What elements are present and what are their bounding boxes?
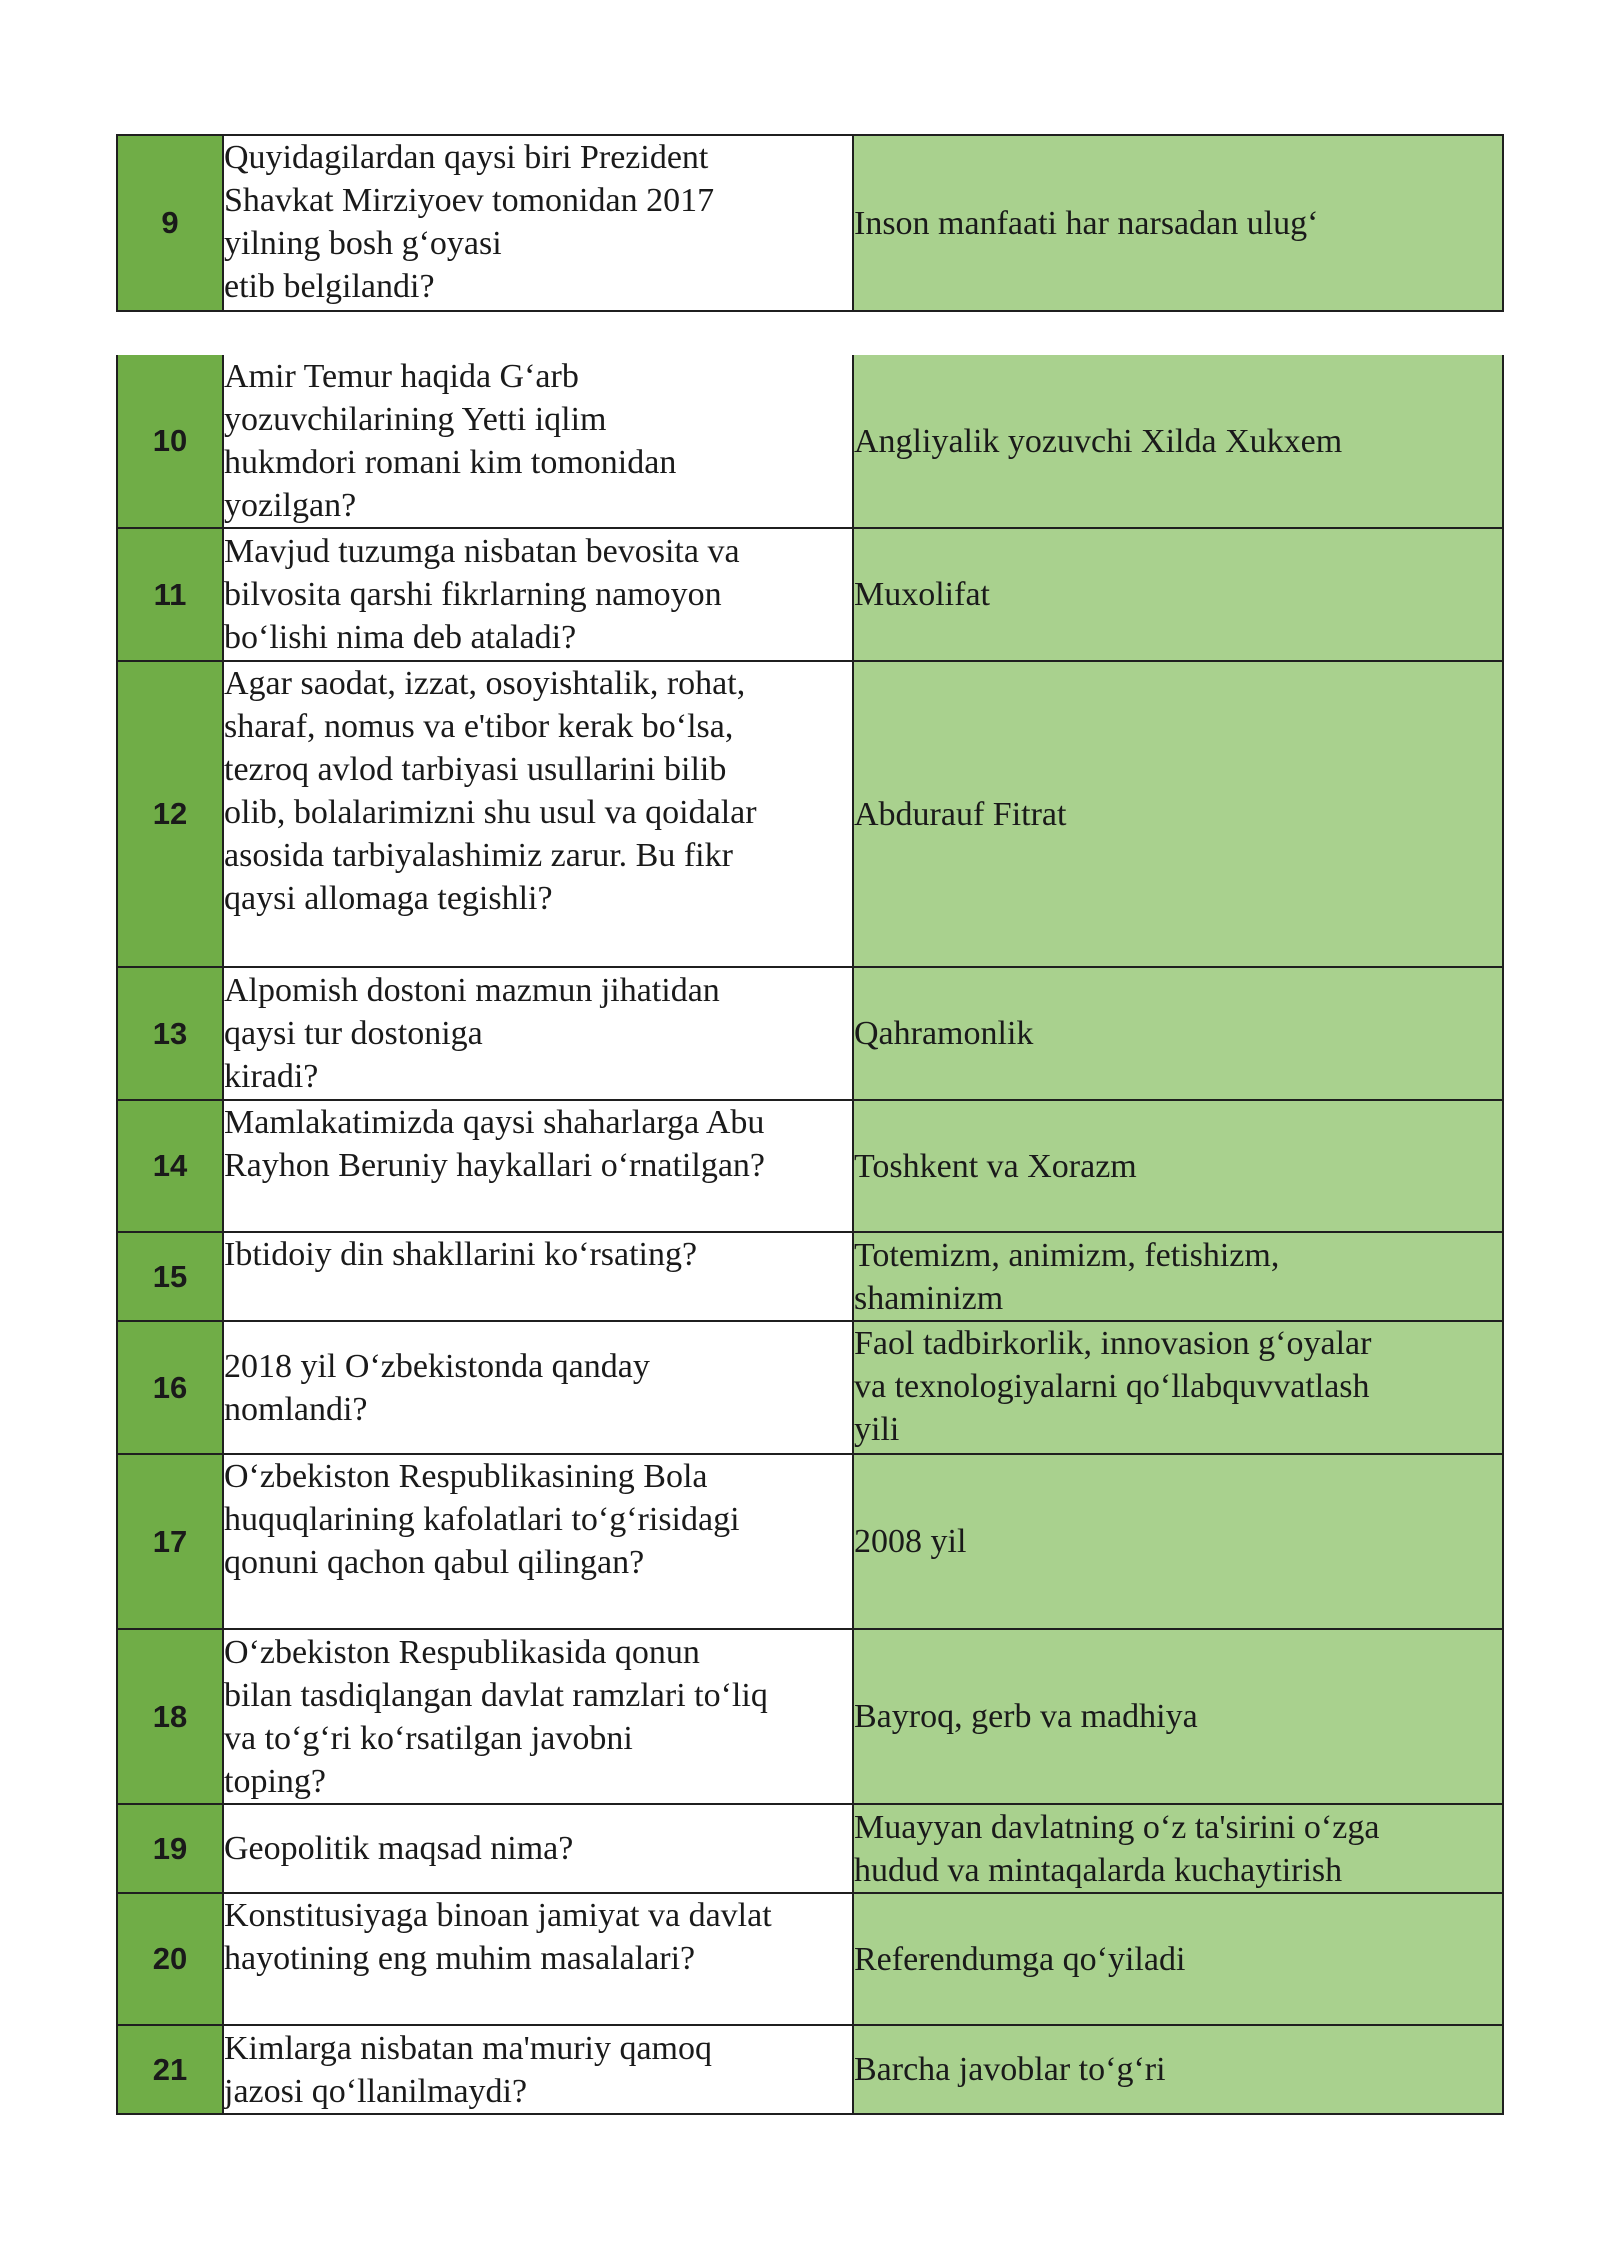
table-row	[117, 1232, 1503, 1321]
question-number: 12	[117, 661, 223, 967]
table-row	[117, 661, 1503, 967]
table-row	[117, 1629, 1503, 1804]
answer-text: Qahramonlik	[853, 967, 1503, 1100]
answer-text: Faol tadbirkorlik, innovasion g‘oyalar va texnologiyalarni qo‘llabquvvatlash yili	[853, 1321, 1503, 1454]
qa-table-top	[116, 134, 1504, 312]
answer-text: Toshkent va Xorazm	[853, 1100, 1503, 1232]
question-number: 15	[117, 1232, 223, 1321]
question-number: 10	[117, 355, 223, 528]
answer-text: Totemizm, animizm, fetishizm, shaminizm	[853, 1232, 1503, 1321]
table-row	[117, 1454, 1503, 1629]
question-text: Mamlakatimizda qaysi shaharlarga Abu Rayhon Beruniy haykallari o‘rnatilgan?	[223, 1100, 853, 1232]
answer-text: Muayyan davlatning o‘z ta'sirini o‘zga hudud va mintaqalarda kuchaytirish	[853, 1804, 1503, 1893]
question-number: 13	[117, 967, 223, 1100]
question-text: Konstitusiyaga binoan jamiyat va davlat hayotining eng muhim masalalari?	[223, 1893, 853, 2025]
table-row	[117, 528, 1503, 661]
question-text: O‘zbekiston Respublikasida qonun bilan tasdiqlangan davlat ramzlari to‘liq va to‘g‘ri ko‘rsatilgan javobni toping?	[223, 1629, 853, 1804]
question-text: O‘zbekiston Respublikasining Bola huquqlarining kafolatlari to‘g‘risidagi qonuni qachon qabul qilingan?	[223, 1454, 853, 1629]
question-text: Alpomish dostoni mazmun jihatidan qaysi tur dostoniga kiradi?	[223, 967, 853, 1100]
qa-table-main	[116, 355, 1504, 2115]
table-row	[117, 1321, 1503, 1454]
question-number: 19	[117, 1804, 223, 1893]
question-text: Agar saodat, izzat, osoyishtalik, rohat, sharaf, nomus va e'tibor kerak bo‘lsa, tezroq avlod tarbiyasi usullarini bilib olib, bolalarimizni shu usul va qoidalar asosida tarbiyalashimiz zarur. Bu fikr qaysi allomaga tegishli?	[223, 661, 853, 967]
question-number: 9	[117, 135, 223, 311]
answer-text: Referendumga qo‘yiladi	[853, 1893, 1503, 2025]
question-text: 2018 yil O‘zbekistonda qanday nomlandi?	[223, 1321, 853, 1454]
question-number: 21	[117, 2025, 223, 2114]
question-text: Kimlarga nisbatan ma'muriy qamoq jazosi qo‘llanilmaydi?	[223, 2025, 853, 2114]
table-row	[117, 1804, 1503, 1893]
answer-text: Barcha javoblar to‘g‘ri	[853, 2025, 1503, 2114]
answer-text: 2008 yil	[853, 1454, 1503, 1629]
question-number: 16	[117, 1321, 223, 1454]
table-row	[117, 967, 1503, 1100]
question-text: Mavjud tuzumga nisbatan bevosita va bilvosita qarshi fikrlarning namoyon bo‘lishi nima deb ataladi?	[223, 528, 853, 661]
answer-text: Abdurauf Fitrat	[853, 661, 1503, 967]
question-number: 17	[117, 1454, 223, 1629]
question-text: Geopolitik maqsad nima?	[223, 1804, 853, 1893]
question-number: 14	[117, 1100, 223, 1232]
answer-text: Angliyalik yozuvchi Xilda Xukxem	[853, 355, 1503, 528]
answer-text: Bayroq, gerb va madhiya	[853, 1629, 1503, 1804]
table-row	[117, 1100, 1503, 1232]
question-text: Ibtidoiy din shakllarini ko‘rsating?	[223, 1232, 853, 1321]
table-row	[117, 1893, 1503, 2025]
question-number: 11	[117, 528, 223, 661]
question-text: Quyidagilardan qaysi biri Prezident Shavkat Mirziyoev tomonidan 2017 yilning bosh g‘oyasi etib belgilandi?	[223, 135, 853, 311]
question-number: 18	[117, 1629, 223, 1804]
answer-text: Muxolifat	[853, 528, 1503, 661]
answer-text: Inson manfaati har narsadan ulug‘	[853, 135, 1503, 311]
table-row	[117, 135, 1503, 311]
table-row	[117, 355, 1503, 528]
question-number: 20	[117, 1893, 223, 2025]
question-text: Amir Temur haqida G‘arb yozuvchilarining Yetti iqlim hukmdori romani kim tomonidan yozilgan?	[223, 355, 853, 528]
table-row	[117, 2025, 1503, 2114]
